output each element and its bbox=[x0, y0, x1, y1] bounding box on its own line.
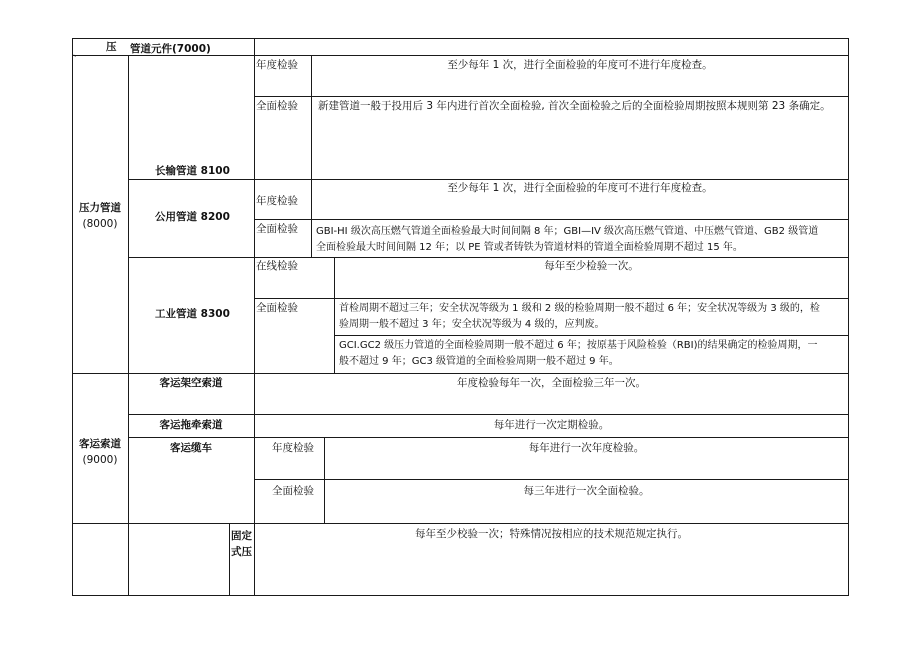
pressure-piping-code: (8000) bbox=[82, 218, 118, 230]
long-distance-full-label: 全面检验 bbox=[256, 100, 298, 112]
long-distance-annual-text: 至少每年 1 次，进行全面检验的年度可不进行年度检查。 bbox=[447, 59, 713, 71]
towed-ropeway-text: 每年进行一次定期检验。 bbox=[493, 419, 610, 431]
long-distance-annual-label: 年度检验 bbox=[256, 59, 298, 71]
pipeline-components-label: 管道元件(7000) bbox=[130, 43, 211, 55]
row-divider bbox=[254, 298, 849, 299]
public-full-text-line1: GBI-HI 级次高压燃气管道全面检验最大时间间隔 8 年；GBI—IV 级次高压燃气管道、中压燃气管道、GB2 级管道 bbox=[316, 226, 819, 237]
col-divider bbox=[229, 523, 230, 596]
public-annual-text: 至少每年 1 次，进行全面检验的年度可不进行年度检查。 bbox=[447, 182, 713, 194]
fixed-pressure-text: 每年至少校验一次；特殊情况按相应的技术规范规定执行。 bbox=[415, 528, 688, 540]
industrial-online-label: 在线检验 bbox=[256, 260, 298, 272]
cable-car-annual-label: 年度检验 bbox=[272, 442, 314, 454]
public-full-label: 全面检验 bbox=[256, 223, 298, 235]
row-divider bbox=[254, 219, 849, 220]
fixed-pressure-label-line2: 式压 bbox=[231, 546, 252, 558]
industrial-full-b-line1: GCI.GC2 级压力管道的全面检验周期一般不超过 6 年；按原基于风险检验（RBI)的结果确定的检验周期，一 bbox=[339, 340, 818, 351]
top-dot-mark: 、 bbox=[73, 49, 83, 59]
row-divider bbox=[334, 335, 849, 336]
towed-ropeway-name: 客运拖牵索道 bbox=[159, 419, 223, 431]
cable-car-full-text: 每三年进行一次全面检验。 bbox=[523, 485, 650, 497]
industrial-pipeline-name: 工业管道 8300 bbox=[155, 308, 230, 320]
col-divider bbox=[254, 38, 255, 596]
col-divider bbox=[128, 55, 129, 596]
industrial-full-b-line2: 般不超过 9 年；GC3 级管道的全面检验周期一般不超过 9 年。 bbox=[339, 356, 619, 367]
cable-car-full-label: 全面检验 bbox=[272, 485, 314, 497]
ropeway-code: (9000) bbox=[82, 454, 118, 466]
row-divider bbox=[128, 437, 849, 438]
fixed-pressure-label-line1: 固定 bbox=[231, 530, 252, 542]
pressure-piping-category: 压力管道 bbox=[79, 202, 121, 214]
section-divider bbox=[72, 373, 849, 374]
industrial-full-a-line2: 验周期一般不超过 3 年；安全状况等级为 4 级的，应判废。 bbox=[339, 319, 605, 330]
aerial-ropeway-text: 年度检验每年一次，全面检验三年一次。 bbox=[457, 377, 646, 389]
industrial-online-text: 每年至少检验一次。 bbox=[544, 260, 639, 272]
table-border-bottom bbox=[72, 595, 849, 596]
industrial-full-label: 全面检验 bbox=[256, 302, 298, 314]
long-distance-pipeline-name bbox=[155, 163, 230, 179]
table-border-top bbox=[72, 38, 849, 39]
row-divider bbox=[128, 414, 849, 415]
table-border-left bbox=[72, 38, 73, 596]
public-full-text-line2: 全面检验最大时间间隔 12 年；以 PE 管或者铸铁为管道材料的管道全面检验周期不超过 15 年。 bbox=[316, 242, 743, 253]
row-divider bbox=[254, 96, 849, 97]
top-ya-text: 压 bbox=[106, 41, 117, 53]
col-divider bbox=[311, 55, 312, 258]
cable-car-name: 客运缆车 bbox=[170, 442, 212, 454]
public-pipeline-name: 公用管道 8200 bbox=[155, 211, 230, 223]
cable-car-annual-text: 每年进行一次年度检验。 bbox=[528, 442, 645, 454]
ropeway-category: 客运索道 bbox=[79, 438, 121, 450]
section-divider bbox=[72, 523, 849, 524]
row-divider bbox=[254, 479, 849, 480]
col-divider bbox=[334, 257, 335, 374]
public-annual-label: 年度检验 bbox=[256, 195, 298, 207]
aerial-ropeway-name: 客运架空索道 bbox=[159, 377, 223, 389]
long-distance-pipeline-label: 长输管道 8100 bbox=[155, 165, 230, 177]
table-border-right bbox=[848, 38, 849, 596]
industrial-full-a-line1: 首检周期不超过三年；安全状况等级为 1 级和 2 级的检验周期一般不超过 6 年；安全状况等级为 3 级的，检 bbox=[339, 303, 820, 314]
long-distance-full-text: 新建管道一般于投用后 3 年内进行首次全面检验, 首次全面检验之后的全面检验周期按照本规则第 23 条确定。 bbox=[318, 100, 831, 112]
